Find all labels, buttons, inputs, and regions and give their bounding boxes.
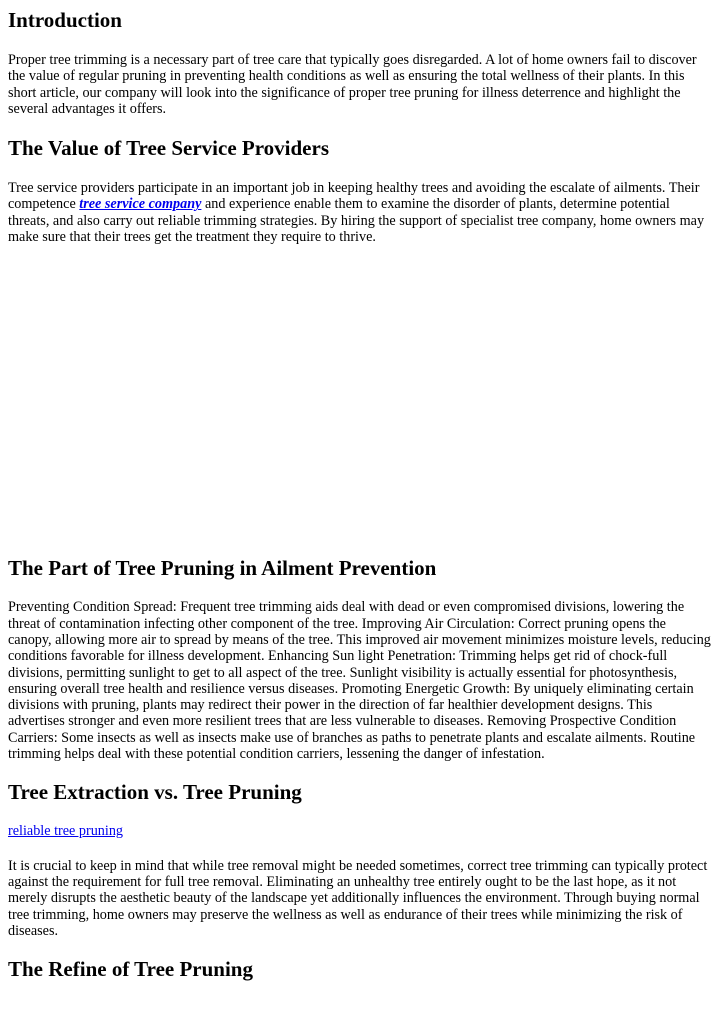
paragraph-part-of-pruning: Preventing Condition Spread: Frequent tree trimming aids deal with dead or even compromised divisions, lowering the threat of contamination infecting other component of the tree. Improving Air Circulation: Correct pruning opens the canopy, allowing more air to spread by means of the tree. This improved air movement minimizes moisture levels, reducing conditions favorable for illness development. Enhancing Sun light Penetration: Trimming helps get rid of chock-full divisions, permitting sunlight to get to all aspect of the tree. Sunlight visibility is actually essential for photosynthesis, ensuring overall tree health and resilience versus diseases. Promoting Energetic Growth: By uniquely eliminating certain divisions with pruning, plants may redirect their power in the direction of far healthier development designs. This advertises stronger and even more resilient trees that are less vulnerable to diseases. Removing Prospective Condition Carriers: Some insects as well as insects make use of branches as paths to penetrate plants and escalate ailments. Routine trimming helps deal with these potential condition carriers, lessening the danger of infestation.: [8, 599, 711, 763]
heading-refine-of-pruning: The Refine of Tree Pruning: [8, 957, 253, 982]
heading-extraction-vs-pruning: Tree Extraction vs. Tree Pruning: [8, 780, 302, 805]
paragraph-value-text-before: Tree service providers participate in an important job in keeping healthy trees and avoiding the escalate of ailments. Their competence: [8, 180, 700, 213]
paragraph-value-of-tree-service: [8, 180, 712, 245]
reliable-tree-pruning-link[interactable]: reliable tree pruning: [8, 823, 124, 840]
blank-media-area: [8, 245, 712, 555]
paragraph-introduction: Proper tree trimming is a necessary part of tree care that typically goes disregarded. A lot of home owners fail to discover the value of regular pruning in preventing health conditions as well as ensuring the total wellness of their plants. In this short article, our company will look into the significance of proper tree pruning for illness deterrence and highlight the several advantages it offers.: [8, 52, 697, 117]
paragraph-extraction-vs-pruning: It is crucial to keep in mind that while tree removal might be needed sometimes, correct tree trimming can typically protect against the requirement for full tree removal. Eliminating an unhealthy tree entirely ought to be the last hope, as it not merely disrupts the aesthetic beauty of the landscape yet additionally influences the environment. Through buying normal tree trimming, home owners may preserve the wellness as well as endurance of their trees while minimizing the risk of diseases.: [8, 857, 708, 939]
heading-introduction: Introduction: [8, 8, 122, 32]
paragraph-link: [8, 823, 712, 839]
heading-part-of-pruning: The Part of Tree Pruning in Ailment Prevention: [8, 556, 437, 581]
tree-service-company-link[interactable]: tree service company: [79, 196, 202, 213]
heading-value-of-tree-service: The Value of Tree Service Providers: [8, 136, 329, 161]
paragraph-value-text-after: and experience enable them to examine the disorder of plants, determine potential threats, and also carry out reliable trimming strategies. By hiring the support of specialist tree company, home owners may make sure that their trees get the treatment they require to thrive.: [8, 196, 705, 246]
